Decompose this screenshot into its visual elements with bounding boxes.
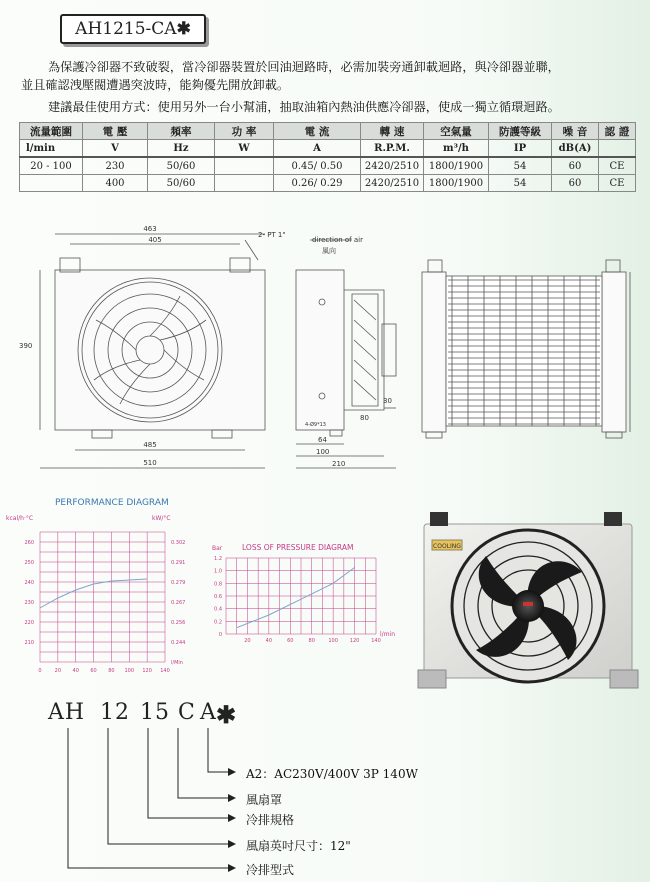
dim-510: 510 (143, 459, 157, 467)
th-airflow: 空氣量 (424, 123, 489, 140)
unit-frequency: Hz (148, 140, 215, 158)
spec-header-row (20, 123, 636, 140)
x-unit-label: l/Min (171, 660, 183, 666)
unit-power: W (215, 140, 274, 158)
y-left-tick-label: 230 (24, 600, 34, 606)
y-tick-label: 0.6 (214, 594, 222, 600)
th-rpm: 轉 速 (361, 123, 424, 140)
x-tick-label: 140 (160, 668, 170, 674)
title-star: ✱ (176, 19, 191, 39)
performance-title: PERFORMANCE DIAGRAM (55, 498, 169, 508)
th-flow: 流量範圍 (20, 123, 83, 140)
cell (20, 175, 83, 192)
legend-core-spec: 冷排規格 (246, 813, 295, 827)
spec-table (19, 122, 636, 192)
x-tick-label: 80 (308, 638, 315, 644)
x-tick-label: 40 (72, 668, 79, 674)
cell: 54 (489, 175, 552, 192)
y-tick-label: 0 (218, 632, 222, 638)
x-tick-label: 20 (244, 638, 251, 644)
y-right-tick-label: 0.244 (171, 640, 186, 646)
page-title (60, 14, 206, 44)
dim-210: 210 (332, 460, 346, 468)
performance-left-unit: kcal/h·°C (6, 515, 34, 522)
cell: CE (599, 175, 636, 192)
x-tick-label: 140 (371, 638, 381, 644)
pressure-y-unit: Bar (212, 545, 223, 552)
x-tick-label: 120 (349, 638, 360, 644)
cell: 230 (83, 157, 148, 175)
cell: 2420/2510 (361, 175, 424, 192)
th-noise: 噪 音 (552, 123, 599, 140)
th-ip: 防護等級 (489, 123, 552, 140)
x-tick-label: 40 (265, 638, 273, 644)
unit-ip: IP (489, 140, 552, 158)
legend-fan-size: 風扇英吋尺寸：12" (246, 839, 351, 853)
cell (215, 175, 274, 192)
cell: 1800/1900 (424, 157, 489, 175)
technical-drawing (0, 220, 650, 480)
y-tick-label: 0.8 (214, 581, 222, 588)
air-direction-label: direction of air (312, 236, 363, 244)
y-right-tick-label: 0.267 (171, 600, 186, 606)
cell: CE (599, 157, 636, 175)
dim-485: 485 (143, 441, 157, 449)
unit-voltage: V (83, 140, 148, 158)
table-row (20, 175, 636, 192)
pressure-diagram (200, 540, 410, 650)
cell: 60 (552, 157, 599, 175)
th-cert: 認 證 (599, 123, 636, 140)
y-right-tick-label: 0.279 (171, 580, 186, 586)
dim-64: 64 (318, 436, 327, 444)
intro-line-2: 並且確認洩壓閥遭遇突波時，能夠優先開放卸載。 (21, 78, 290, 92)
dim-463: 463 (143, 225, 157, 233)
y-right-tick-label: 0.291 (171, 560, 186, 566)
cell: 50/60 (148, 157, 215, 175)
x-tick-label: 100 (124, 668, 135, 674)
th-voltage: 電 壓 (83, 123, 148, 140)
x-tick-label: 60 (287, 638, 294, 644)
unit-current: A (274, 140, 361, 158)
intro-line-1: 為保護冷卻器不致破裂，當冷卻器裝置於回油迴路時，必需加裝旁通卸載迴路，與冷卻器並聯， (48, 60, 560, 74)
legend-motor: A2：AC230V/400V 3P 140W (246, 767, 418, 781)
pressure-axis-labels (214, 556, 381, 644)
intro-line-3: 建議最佳使用方式：使用另外一台小幫浦，抽取油箱內熱油供應冷卻器，使成一獨立循環迴路。 (48, 100, 560, 114)
y-left-tick-label: 210 (24, 640, 34, 646)
side-view (296, 240, 396, 468)
dim-100: 100 (316, 448, 330, 456)
title-text: AH1215-CA (75, 19, 177, 39)
cell: 54 (489, 157, 552, 175)
port-label: 2- PT 1" (258, 231, 286, 239)
cell: 0.45/ 0.50 (274, 157, 361, 175)
cell: 60 (552, 175, 599, 192)
cell: 0.26/ 0.29 (274, 175, 361, 192)
cell (215, 157, 274, 175)
cell: 400 (83, 175, 148, 192)
unit-airflow: m³/h (424, 140, 489, 158)
y-left-tick-label: 220 (24, 620, 34, 626)
cell: 2420/2510 (361, 157, 424, 175)
performance-right-unit: kW/°C (152, 515, 171, 522)
legend-core-type: 冷排型式 (246, 863, 295, 877)
unit-flow: l/min (20, 140, 83, 158)
th-frequency: 頻率 (148, 123, 215, 140)
cell: 20 - 100 (20, 157, 83, 175)
rear-view (422, 260, 630, 438)
product-photo (412, 510, 642, 692)
code-a: A (200, 700, 217, 725)
pressure-title: LOSS OF PRESSURE DIAGRAM (242, 543, 354, 552)
th-power: 功 率 (215, 123, 274, 140)
code-c: C (178, 700, 196, 725)
pressure-x-unit: l/min (380, 631, 396, 638)
y-left-tick-label: 240 (24, 580, 34, 586)
dim-30: 30 (383, 397, 392, 405)
performance-axis-labels (24, 540, 185, 674)
x-tick-label: 120 (142, 668, 152, 674)
y-left-tick-label: 250 (24, 560, 34, 566)
y-right-tick-label: 0.256 (171, 620, 186, 626)
cell: 50/60 (148, 175, 215, 192)
y-tick-label: 1.2 (214, 556, 222, 562)
dim-405: 405 (148, 236, 162, 244)
x-tick-label: 0 (38, 668, 42, 674)
photo-badge: COOLING (433, 543, 461, 550)
y-tick-label: 0.4 (214, 606, 222, 613)
dim-390: 390 (19, 342, 33, 350)
air-direction-zh: 風向 (322, 247, 336, 255)
cell: 1800/1900 (424, 175, 489, 192)
code-ah: AH (48, 700, 86, 725)
x-tick-label: 20 (54, 668, 62, 674)
model-code-leader-lines (0, 728, 260, 882)
y-left-tick-label: 260 (24, 540, 34, 546)
code-12: 12 (100, 700, 130, 725)
legend-fan-cover: 風扇罩 (246, 793, 283, 807)
code-star: ✱ (216, 700, 238, 729)
y-right-tick-label: 0.302 (171, 540, 186, 546)
y-tick-label: 1.0 (214, 568, 222, 575)
x-tick-label: 80 (108, 668, 115, 674)
performance-grid (40, 532, 165, 662)
x-tick-label: 60 (90, 668, 97, 674)
unit-rpm: R.P.M. (361, 140, 424, 158)
performance-diagram (0, 492, 200, 682)
spec-unit-row (20, 140, 636, 158)
y-tick-label: 0.2 (214, 619, 222, 626)
hole-label: 4-Ø9*13 (305, 422, 326, 428)
table-row (20, 157, 636, 175)
pressure-curve (237, 568, 355, 628)
unit-noise: dB(A) (552, 140, 599, 158)
th-current: 電 流 (274, 123, 361, 140)
code-15: 15 (140, 700, 170, 725)
x-tick-label: 100 (328, 638, 338, 644)
unit-cert (599, 140, 636, 158)
dim-80: 80 (360, 414, 369, 422)
front-view (40, 234, 265, 468)
